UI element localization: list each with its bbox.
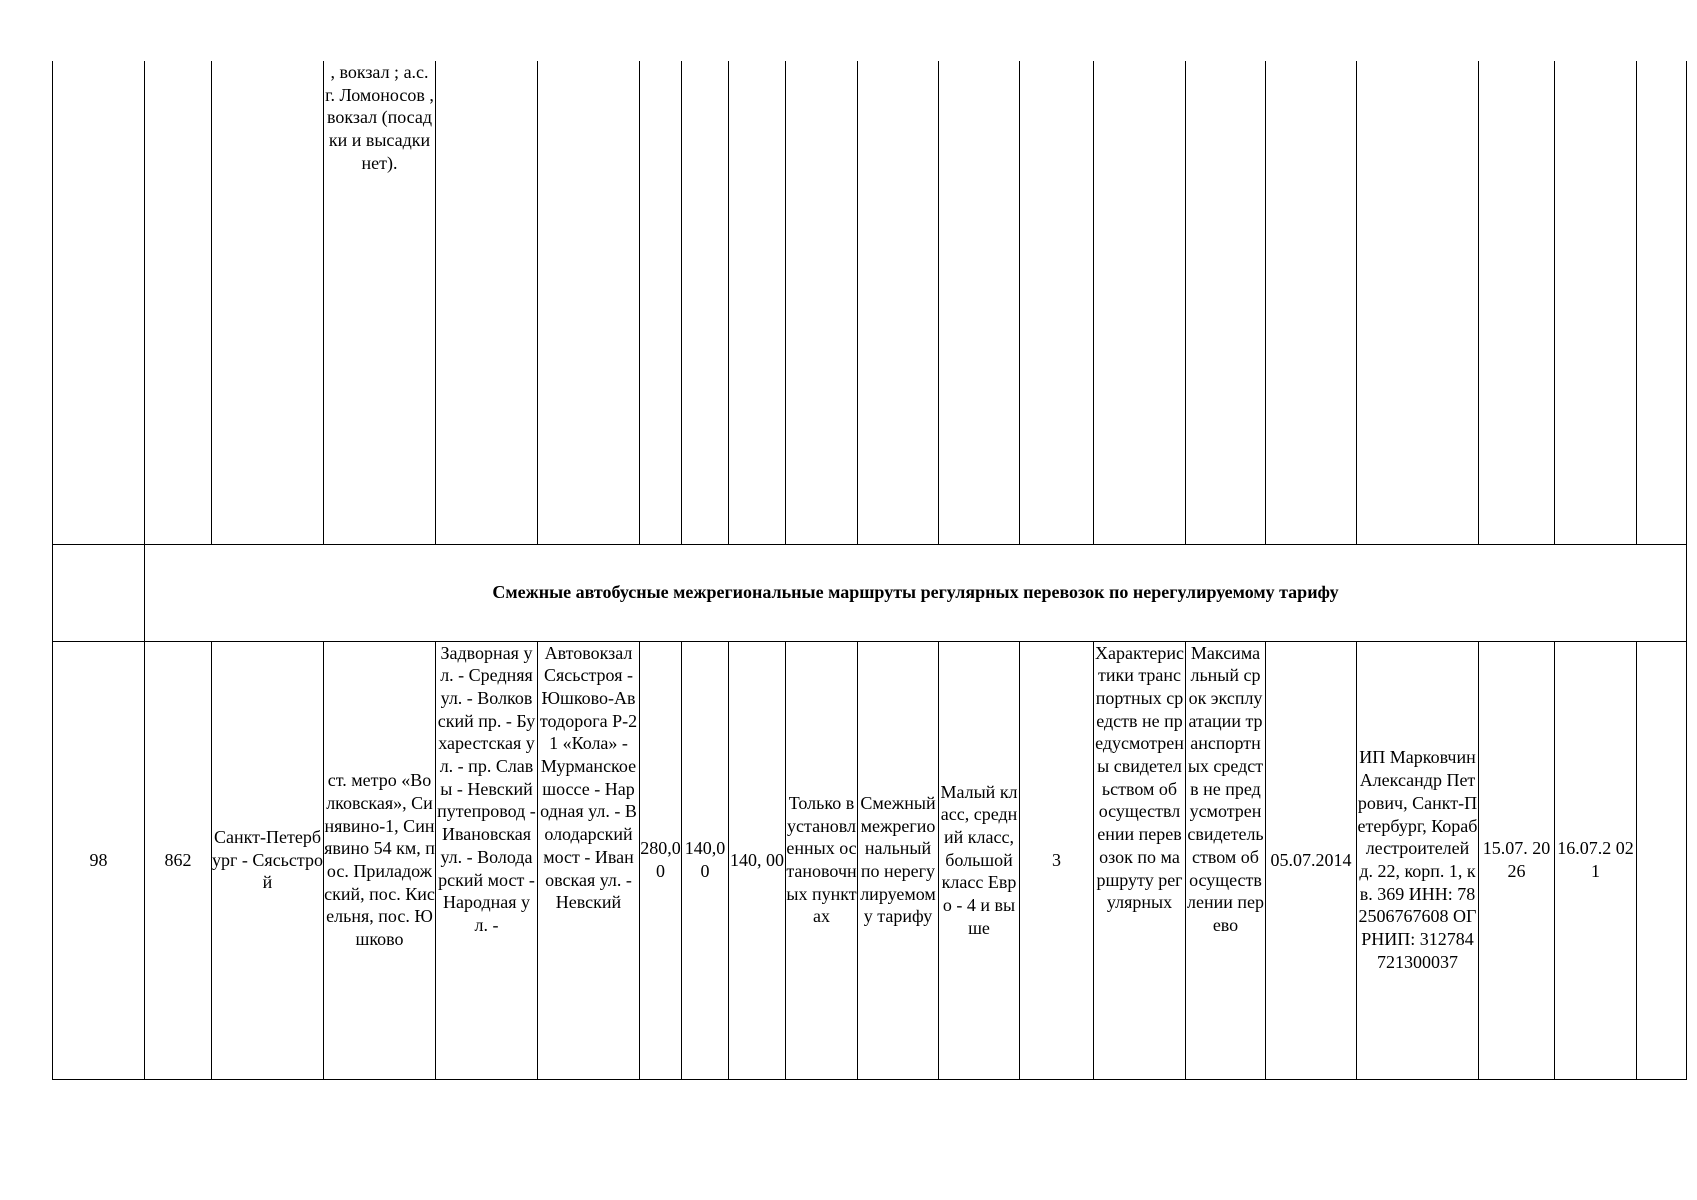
cell [53,544,145,641]
cell [1020,61,1094,544]
vehicle-characteristics-cell [1094,641,1186,1079]
cell [939,61,1020,544]
cell [1555,61,1637,544]
boarding-order-cell: Только в установленных остановочных пунктах [786,641,858,1079]
cell [212,61,324,544]
streets-forward-cell [436,641,538,1079]
vehicle-characteristics-text: Характеристики транспортных средств не предусмотрены свидетельством об осуществлении перевозок по маршруту регулярных [1095,642,1184,913]
route-name-cell: Санкт-Петербург - Сясьстрой [212,641,324,1079]
max-service-life-text: Максимальный срок эксплуатации транспортных средств не предусмотрен свидетельством об осуществлении перево [1187,642,1264,935]
cell [1186,61,1266,544]
continuation-row [53,61,1687,544]
streets-backward-cell [538,641,640,1079]
carrier-cell: ИП Марковчин Александр Петрович, Санкт-Петербург, Кораблестроителей д. 22, корп. 1, кв. 369 ИНН: 782506767608 ОГРНИП: 312784721300037 [1357,641,1479,1079]
start-date-cell: 05.07.2014 [1266,641,1357,1079]
section-heading: Смежные автобусные межрегиональные маршруты регулярных перевозок по нерегулируемому тарифу [145,544,1687,641]
cell [1637,61,1687,544]
length-backward-cell: 140, 00 [729,641,786,1079]
cell [53,61,145,544]
route-row [53,641,1687,1079]
stops-continuation-cell [324,61,436,544]
cell [858,61,939,544]
cell [1094,61,1186,544]
date-3-cell: 16.07.2 021 [1555,641,1637,1079]
cell [682,61,729,544]
max-service-life-cell [1186,641,1266,1079]
stops-cell: ст. метро «Волковская», Синявино-1, Синявино 54 км, пос. Приладожский, пос. Кисельня, пос. Юшково [324,641,436,1079]
length-total-cell: 280,00 [640,641,682,1079]
date-2-cell: 15.07. 2026 [1479,641,1555,1079]
cell [1357,61,1479,544]
cell [640,61,682,544]
cell [729,61,786,544]
vehicle-classes-cell: Малый класс, средний класс, большой класс Евро - 4 и выше [939,641,1020,1079]
vehicle-count-cell: 3 [1020,641,1094,1079]
cell [436,61,538,544]
streets-forward-text: Задворная ул. - Средняя ул. - Волковский пр. - Бухарестская ул. - пр. Славы - Невский путепровод - Ивановская ул. - Володарский мост - Народная ул. - [437,642,536,935]
reg-number-cell: 98 [53,641,145,1079]
route-registry-table [52,61,1687,1080]
cell [1266,61,1357,544]
cell [1479,61,1555,544]
length-forward-cell: 140,00 [682,641,729,1079]
streets-backward-text: Автовокзал Сясьстроя - Юшково-Автодорога Р-21 «Кола» - Мурманское шоссе - Народная ул. - Володарский мост - Ивановская ул. - Невский [539,642,638,913]
section-heading-row [53,544,1687,641]
extra-cell [1637,641,1687,1079]
cell [786,61,858,544]
cell [145,61,212,544]
route-number-cell: 862 [145,641,212,1079]
stops-continuation-text: , вокзал ; а.с. г. Ломоносов , вокзал (посадки и высадки нет). [325,62,434,173]
route-type-cell: Смежный межрегиональный по нерегулируемому тарифу [858,641,939,1079]
cell [538,61,640,544]
